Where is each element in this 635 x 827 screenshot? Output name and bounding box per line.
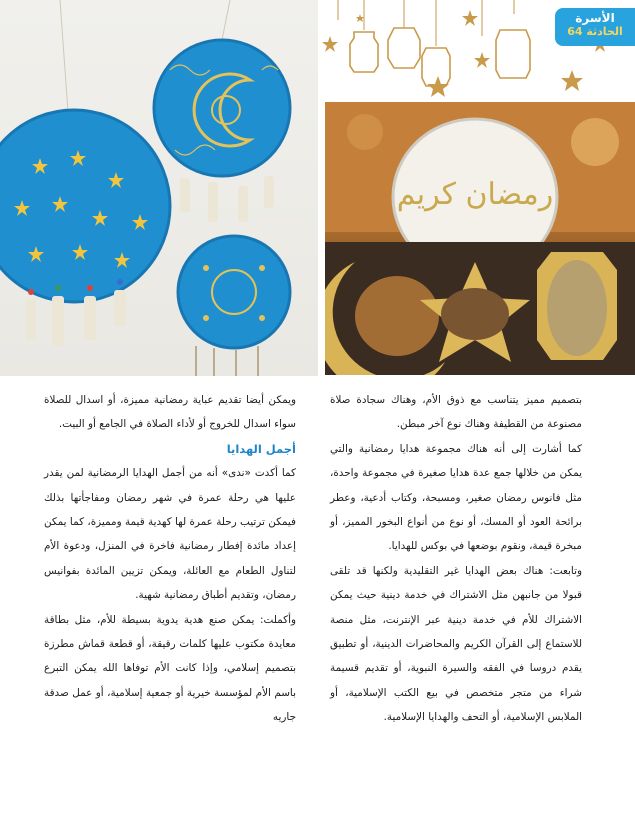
gifts-photo <box>325 102 635 375</box>
article-column-left <box>44 388 296 730</box>
section-title: الأسرة <box>575 11 615 25</box>
article-column-right <box>330 388 582 730</box>
section-tab <box>555 8 635 46</box>
wall-decor-photo <box>0 0 318 376</box>
paragraph: وأكملت: يمكن صنع هدية يدوية بسيطة للأم، مثل بطاقة معايدة مكتوب عليها كلمات رقيقة، أو قطعة قماش مطرزة بتصميم إسلامي، وإذا كانت الأم توفاها الله يمكن التبرع باسم الأم لمؤسسة خيرية أو جمعية إسلامية، أو عمل صدقة جاريه <box>44 613 296 724</box>
gifts-illustration <box>325 102 635 375</box>
paragraph: كما أشارت إلى أنه هناك مجموعة هدايا رمضانية والتي يمكن من خلالها جمع عدة هدايا صغيرة في مجموعة واحدة، مثل فانوس رمضان صغير، ومسبحة، وكتاب أدعية، وعطر برائحة العود أو المسك، أو نوع من أنواع البخور المميز، أو مبخرة قيمة، ونقوم بوضعها في بوكس للهدايا. <box>330 442 582 553</box>
plaque-calligraphy: رمضان كريم <box>396 177 554 212</box>
subheading: أجمل الهدايا <box>226 441 296 456</box>
paragraph: ويمكن أيضا تقديم عباية رمضانية مميزة، أو اسدال للصلاة سواء اسدال للخروج أو لأداء الصلاة في الجامع أو البيت. <box>44 394 296 431</box>
paragraph: بتصميم مميز يتناسب مع ذوق الأم، وهناك سجادة صلاة مصنوعة من القطيفة وهناك نوع آخر مبطن. <box>330 394 582 431</box>
decorative-header-band <box>318 0 635 100</box>
wall-decor-illustration <box>0 0 318 376</box>
page-label: الحادثة 64 <box>567 25 623 38</box>
paragraph: كما أكدت «ندى» أنه من أجمل الهدايا الرمضانية لمن يقدر عليها هي رحلة عمرة في شهر رمضان ومفاجأتها بذلك فيمكن ترتيب رحلة عمرة لها كهدية قيمة ومميزة، كما يمكن إعداد مائدة إفطار رمضانية فاخرة في المنزل، ودعوة الأم لتناول الطعام مع العائلة، ويمكن تزيين المائدة بفوانيس رمضان، وتقديم أطباق رمضانية شهية. <box>44 467 296 602</box>
paragraph: وتابعت: هناك بعض الهدايا غير التقليدية ولكنها قد تلقى قبولا من جانبهن مثل الاشتراك في خدمة دينية حيث يمكن الاشتراك للأم في خدمة دينية عبر الإنترنت، مثل منصة للاستماع إلى القرآن الكريم والمحاضرات الدينية، أو تطبيق يقدم دروسا في الفقه والسيرة النبوية، أو تقديم قسيمة شراء من متجر متخصص في بيع الكتب الإسلامية، أو الملابس الإسلامية، أو التحف والهدايا الإسلامية. <box>330 564 582 724</box>
